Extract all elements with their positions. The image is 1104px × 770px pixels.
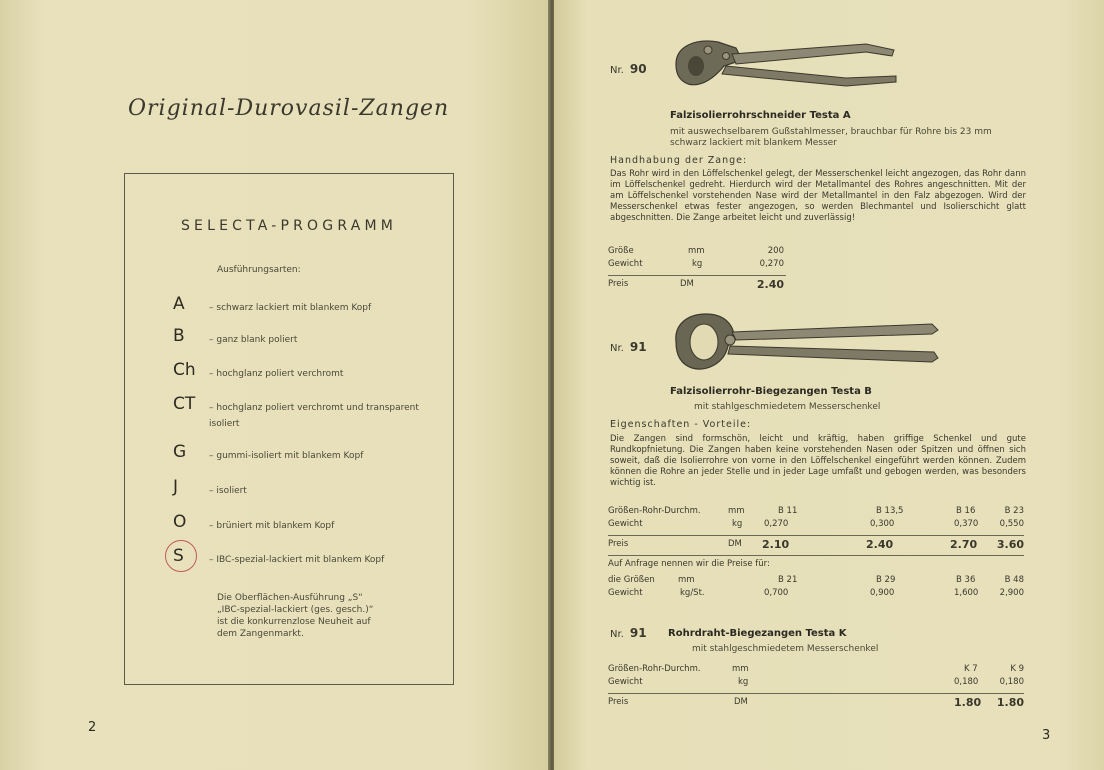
price-value: 2.70 bbox=[950, 538, 978, 551]
price-value: 2.40 bbox=[866, 538, 894, 551]
spec-value: B 36 bbox=[956, 575, 976, 585]
note-line: Die Oberflächen-Ausführung „S“ bbox=[217, 593, 363, 603]
product-subtitle: mit auswechselbarem Gußstahlmesser, brauchbar für Rohre bis 23 mm bbox=[670, 127, 992, 137]
spec-value: B 48 bbox=[1004, 575, 1024, 585]
nr-label: Nr. bbox=[610, 343, 624, 354]
nr-label: Nr. bbox=[610, 629, 624, 640]
price-value: 2.40 bbox=[756, 278, 784, 291]
product-number-91k bbox=[610, 626, 647, 640]
price-value: 1.80 bbox=[954, 696, 982, 709]
section-heading: Eigenschaften - Vorteile: bbox=[610, 419, 752, 430]
variant-a bbox=[173, 294, 443, 322]
price-unit: DM bbox=[734, 697, 748, 707]
description-text: Das Rohr wird in den Löffelschenkel gelegt, der Messerschenkel leicht angezogen, das Rohr dann im Löffelschenkel gedreht. Hierdurch wird der Metallmantel des Rohres angeschnitten. Mit der am Löffelschenkel vorstehenden Nase wird der Metallmantel in den Falz abgezogen. Wird der Messerschenkel etwas fester angezogen, so werden Blechmantel und Isolierschicht glatt abgeschnitten. Die Zange arbeitet leicht und zuverlässig! bbox=[610, 169, 1026, 223]
box-title: SELECTA-PROGRAMM bbox=[180, 218, 398, 234]
variant-desc: – gummi-isoliert mit blankem Kopf bbox=[209, 448, 419, 464]
spec-value: 200 bbox=[767, 246, 784, 256]
product-subtitle: schwarz lackiert mit blankem Messer bbox=[670, 138, 837, 148]
spec-label: Gewicht bbox=[608, 588, 643, 598]
variant-j bbox=[173, 477, 443, 505]
nr-label: Nr. bbox=[610, 65, 624, 76]
variant-code: Ch bbox=[173, 360, 196, 380]
spec-value: K 9 bbox=[1010, 664, 1024, 674]
spec-value: B 11 bbox=[778, 506, 798, 516]
spec-value: 0,270 bbox=[759, 259, 784, 269]
page-number: 3 bbox=[1042, 728, 1051, 743]
variant-g bbox=[173, 442, 443, 470]
spec-value: 0,370 bbox=[954, 519, 979, 529]
variant-desc: – IBC-spezial-lackiert mit blankem Kopf bbox=[209, 552, 419, 568]
surface-note bbox=[217, 592, 417, 640]
divider bbox=[608, 535, 1024, 536]
spec-value: B 13,5 bbox=[876, 506, 904, 516]
spec-value: 0,270 bbox=[764, 519, 789, 529]
spec-label: Gewicht bbox=[608, 677, 643, 687]
spec-value: 0,700 bbox=[764, 588, 789, 598]
variant-o bbox=[173, 512, 443, 540]
divider bbox=[608, 555, 1024, 556]
spec-value: 0,180 bbox=[999, 677, 1024, 687]
nr-value: 90 bbox=[629, 62, 647, 76]
variant-code: CT bbox=[173, 394, 196, 414]
variants-heading: Ausführungsarten: bbox=[217, 265, 301, 275]
selecta-programm-box bbox=[124, 173, 454, 685]
price-label: Preis bbox=[608, 697, 629, 707]
spec-label: Größen-Rohr-Durchm. bbox=[608, 506, 701, 516]
spec-value: B 16 bbox=[956, 506, 976, 516]
description-text: Die Zangen sind formschön, leicht und kräftig, haben griffige Schenkel und gute Rundkopfnietung. Die Zangen haben keine vorstehenden Nasen oder Spitzen und öffnen sich soweit, daß die Isolierrohre von vorne in den Löffelschenkel eingeführt werden können. Zudem können die Rohre an jeder Stelle und in jeder Lage umfaßt und gebogen werden, was besonders wichtig ist. bbox=[610, 434, 1026, 488]
spec-unit: mm bbox=[688, 246, 705, 256]
variant-desc: – hochglanz poliert verchromt bbox=[209, 366, 419, 382]
nr-value: 91 bbox=[629, 340, 647, 354]
variant-code: O bbox=[173, 512, 187, 532]
right-page bbox=[554, 0, 1104, 770]
spec-value: 1,600 bbox=[954, 588, 979, 598]
spec-unit: kg bbox=[692, 259, 703, 269]
request-heading: Auf Anfrage nennen wir die Preise für: bbox=[608, 559, 770, 569]
variant-s bbox=[173, 546, 443, 574]
variant-code: G bbox=[173, 442, 187, 462]
note-line: dem Zangenmarkt. bbox=[217, 629, 304, 639]
spec-value: 0,300 bbox=[870, 519, 895, 529]
price-unit: DM bbox=[728, 539, 742, 549]
product-number-91 bbox=[610, 340, 647, 354]
bending-pliers-image bbox=[666, 306, 946, 380]
price-value: 2.10 bbox=[762, 538, 790, 551]
spec-value: 0,180 bbox=[954, 677, 979, 687]
spec-label: Gewicht bbox=[608, 259, 643, 269]
variant-b bbox=[173, 326, 443, 354]
spec-value: B 23 bbox=[1004, 506, 1024, 516]
product-subtitle: mit stahlgeschmiedetem Messerschenkel bbox=[694, 402, 881, 412]
spec-value: 0,900 bbox=[870, 588, 895, 598]
note-line: ist die konkurrenzlose Neuheit auf bbox=[217, 617, 371, 627]
divider bbox=[608, 693, 1024, 694]
variant-desc: – schwarz lackiert mit blankem Kopf bbox=[209, 300, 419, 316]
spec-value: B 21 bbox=[778, 575, 798, 585]
variant-desc: – ganz blank poliert bbox=[209, 332, 419, 348]
spec-unit: kg bbox=[738, 677, 749, 687]
product-title: Falzisolierrohr-Biegezangen Testa B bbox=[670, 386, 872, 397]
left-page bbox=[0, 0, 550, 770]
variant-desc: – brüniert mit blankem Kopf bbox=[209, 518, 419, 534]
spec-label: Größen-Rohr-Durchm. bbox=[608, 664, 701, 674]
variant-code: S bbox=[173, 546, 184, 566]
spec-value: K 7 bbox=[964, 664, 978, 674]
spec-unit: mm bbox=[678, 575, 695, 585]
spec-label: die Größen bbox=[608, 575, 655, 585]
page-number: 2 bbox=[88, 720, 97, 735]
page-title: Original-Durovasil-Zangen bbox=[128, 96, 450, 121]
nr-value: 91 bbox=[629, 626, 647, 640]
spec-value: 0,550 bbox=[999, 519, 1024, 529]
spec-table-91 bbox=[608, 506, 1024, 601]
pipe-cutter-image bbox=[666, 30, 906, 100]
variant-code: B bbox=[173, 326, 185, 346]
price-value: 3.60 bbox=[996, 538, 1024, 551]
divider bbox=[608, 275, 786, 276]
spec-value: 2,900 bbox=[999, 588, 1024, 598]
price-label: Preis bbox=[608, 279, 629, 289]
product-number-90 bbox=[610, 62, 647, 76]
price-label: Preis bbox=[608, 539, 629, 549]
section-heading: Handhabung der Zange: bbox=[610, 155, 748, 166]
variant-code: J bbox=[173, 477, 179, 497]
price-unit: DM bbox=[680, 279, 694, 289]
spec-table-90 bbox=[608, 246, 786, 292]
variant-ct bbox=[173, 394, 443, 429]
spec-unit: kg bbox=[732, 519, 743, 529]
variant-desc: – isoliert bbox=[209, 483, 419, 499]
spec-unit: mm bbox=[732, 664, 749, 674]
spec-unit: kg/St. bbox=[680, 588, 705, 598]
variant-desc: – hochglanz poliert verchromt und transparent isoliert bbox=[209, 400, 419, 432]
spec-table-91k bbox=[608, 664, 1024, 710]
product-subtitle: mit stahlgeschmiedetem Messerschenkel bbox=[692, 644, 879, 654]
spec-label: Größe bbox=[608, 246, 634, 256]
variant-code: A bbox=[173, 294, 185, 314]
product-title: Falzisolierrohrschneider Testa A bbox=[670, 110, 851, 121]
price-value: 1.80 bbox=[996, 696, 1024, 709]
note-line: „IBC-spezial-lackiert (ges. gesch.)“ bbox=[217, 605, 374, 615]
spec-unit: mm bbox=[728, 506, 745, 516]
product-title: Rohrdraht-Biegezangen Testa K bbox=[668, 628, 847, 639]
variant-ch bbox=[173, 360, 443, 388]
spec-label: Gewicht bbox=[608, 519, 643, 529]
spec-value: B 29 bbox=[876, 575, 896, 585]
